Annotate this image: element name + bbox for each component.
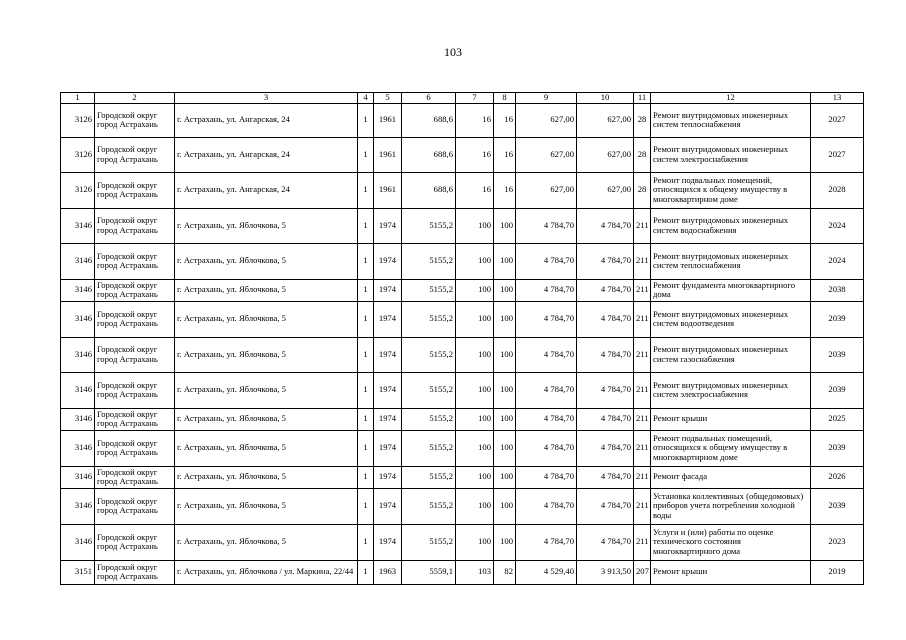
living-area-cell: 4 784,70: [516, 208, 577, 243]
address-cell: г. Астрахань, ул. Яблочкова, 5: [175, 488, 358, 524]
category-cell: 1: [358, 172, 374, 208]
column-header-11: 11: [634, 93, 651, 104]
planned-year-cell: 2025: [811, 408, 864, 430]
year-built-cell: 1974: [374, 301, 402, 337]
municipality-cell: Городской округ город Астрахань: [95, 137, 175, 172]
residents-count-cell: 211: [634, 488, 651, 524]
table-row: [61, 408, 864, 430]
apartments-residential-cell: 100: [494, 301, 516, 337]
apartments-total-cell: 16: [456, 103, 494, 137]
address-cell: г. Астрахань, ул. Яблочкова, 5: [175, 430, 358, 466]
column-header-4: 4: [358, 93, 374, 104]
living-area-cell: 4 784,70: [516, 524, 577, 560]
planned-year-cell: 2024: [811, 243, 864, 279]
residents-count-cell: 28: [634, 137, 651, 172]
residents-count-cell: 211: [634, 430, 651, 466]
category-cell: 1: [358, 279, 374, 301]
row-number-cell: 3146: [61, 279, 95, 301]
planned-year-cell: 2019: [811, 560, 864, 584]
table-row: [61, 243, 864, 279]
year-built-cell: 1974: [374, 524, 402, 560]
apartments-total-cell: 100: [456, 408, 494, 430]
apartments-residential-cell: 100: [494, 208, 516, 243]
living-area-owned-cell: 4 784,70: [577, 208, 634, 243]
total-area-cell: 5155,2: [402, 466, 456, 488]
apartments-total-cell: 100: [456, 243, 494, 279]
living-area-cell: 627,00: [516, 172, 577, 208]
living-area-owned-cell: 4 784,70: [577, 524, 634, 560]
planned-year-cell: 2028: [811, 172, 864, 208]
living-area-owned-cell: 4 784,70: [577, 430, 634, 466]
row-number-cell: 3146: [61, 243, 95, 279]
apartments-residential-cell: 100: [494, 337, 516, 372]
year-built-cell: 1961: [374, 103, 402, 137]
living-area-owned-cell: 4 784,70: [577, 372, 634, 408]
table-row: [61, 524, 864, 560]
total-area-cell: 5155,2: [402, 430, 456, 466]
planned-year-cell: 2039: [811, 337, 864, 372]
living-area-cell: 4 784,70: [516, 337, 577, 372]
work-type-cell: Ремонт внутридомовых инженерных систем газоснабжения: [651, 337, 811, 372]
row-number-cell: 3146: [61, 466, 95, 488]
address-cell: г. Астрахань, ул. Яблочкова, 5: [175, 524, 358, 560]
address-cell: г. Астрахань, ул. Ангарская, 24: [175, 103, 358, 137]
living-area-cell: 627,00: [516, 103, 577, 137]
residents-count-cell: 211: [634, 408, 651, 430]
row-number-cell: 3146: [61, 208, 95, 243]
category-cell: 1: [358, 337, 374, 372]
address-cell: г. Астрахань, ул. Яблочкова, 5: [175, 408, 358, 430]
residents-count-cell: 28: [634, 172, 651, 208]
year-built-cell: 1961: [374, 137, 402, 172]
column-header-6: 6: [402, 93, 456, 104]
work-type-cell: Ремонт крыши: [651, 408, 811, 430]
apartments-residential-cell: 100: [494, 466, 516, 488]
living-area-cell: 4 784,70: [516, 279, 577, 301]
planned-year-cell: 2039: [811, 372, 864, 408]
work-type-cell: Ремонт фундамента многоквартирного дома: [651, 279, 811, 301]
residents-count-cell: 211: [634, 243, 651, 279]
column-header-10: 10: [577, 93, 634, 104]
apartments-total-cell: 100: [456, 279, 494, 301]
living-area-owned-cell: 4 784,70: [577, 279, 634, 301]
planned-year-cell: 2039: [811, 301, 864, 337]
residents-count-cell: 211: [634, 466, 651, 488]
category-cell: 1: [358, 372, 374, 408]
living-area-owned-cell: 627,00: [577, 172, 634, 208]
address-cell: г. Астрахань, ул. Яблочкова, 5: [175, 243, 358, 279]
year-built-cell: 1974: [374, 430, 402, 466]
total-area-cell: 5155,2: [402, 372, 456, 408]
row-number-cell: 3146: [61, 372, 95, 408]
total-area-cell: 5559,1: [402, 560, 456, 584]
planned-year-cell: 2039: [811, 430, 864, 466]
apartments-residential-cell: 16: [494, 137, 516, 172]
living-area-owned-cell: 4 784,70: [577, 466, 634, 488]
year-built-cell: 1974: [374, 243, 402, 279]
category-cell: 1: [358, 301, 374, 337]
category-cell: 1: [358, 430, 374, 466]
year-built-cell: 1974: [374, 372, 402, 408]
apartments-total-cell: 100: [456, 524, 494, 560]
row-number-cell: 3126: [61, 103, 95, 137]
living-area-cell: 4 784,70: [516, 408, 577, 430]
table-row: [61, 301, 864, 337]
municipality-cell: Городской округ город Астрахань: [95, 524, 175, 560]
living-area-cell: 4 784,70: [516, 488, 577, 524]
apartments-total-cell: 100: [456, 488, 494, 524]
residents-count-cell: 211: [634, 524, 651, 560]
apartments-residential-cell: 100: [494, 524, 516, 560]
municipality-cell: Городской округ город Астрахань: [95, 430, 175, 466]
category-cell: 1: [358, 466, 374, 488]
apartments-residential-cell: 100: [494, 372, 516, 408]
column-header-8: 8: [494, 93, 516, 104]
column-header-1: 1: [61, 93, 95, 104]
address-cell: г. Астрахань, ул. Яблочкова, 5: [175, 372, 358, 408]
apartments-total-cell: 100: [456, 337, 494, 372]
row-number-cell: 3146: [61, 488, 95, 524]
apartments-total-cell: 103: [456, 560, 494, 584]
work-type-cell: Установка коллективных (общедомовых) приборов учета потребления холодной воды: [651, 488, 811, 524]
apartments-residential-cell: 16: [494, 172, 516, 208]
apartments-total-cell: 100: [456, 301, 494, 337]
work-type-cell: Ремонт подвальных помещений, относящихся к общему имуществу в многоквартирном доме: [651, 172, 811, 208]
total-area-cell: 5155,2: [402, 208, 456, 243]
apartments-residential-cell: 100: [494, 243, 516, 279]
category-cell: 1: [358, 524, 374, 560]
year-built-cell: 1974: [374, 208, 402, 243]
apartments-residential-cell: 100: [494, 279, 516, 301]
apartments-residential-cell: 100: [494, 488, 516, 524]
table-row: [61, 137, 864, 172]
apartments-residential-cell: 100: [494, 430, 516, 466]
planned-year-cell: 2027: [811, 103, 864, 137]
total-area-cell: 688,6: [402, 137, 456, 172]
apartments-residential-cell: 100: [494, 408, 516, 430]
year-built-cell: 1961: [374, 172, 402, 208]
address-cell: г. Астрахань, ул. Ангарская, 24: [175, 137, 358, 172]
work-type-cell: Ремонт фасада: [651, 466, 811, 488]
table-row: [61, 279, 864, 301]
work-type-cell: Ремонт крыши: [651, 560, 811, 584]
living-area-owned-cell: 4 784,70: [577, 488, 634, 524]
municipality-cell: Городской округ город Астрахань: [95, 372, 175, 408]
living-area-owned-cell: 627,00: [577, 103, 634, 137]
residents-count-cell: 211: [634, 372, 651, 408]
table-row: [61, 430, 864, 466]
work-type-cell: Ремонт внутридомовых инженерных систем теплоснабжения: [651, 243, 811, 279]
column-header-9: 9: [516, 93, 577, 104]
planned-year-cell: 2026: [811, 466, 864, 488]
category-cell: 1: [358, 243, 374, 279]
category-cell: 1: [358, 103, 374, 137]
work-type-cell: Ремонт внутридомовых инженерных систем теплоснабжения: [651, 103, 811, 137]
municipality-cell: Городской округ город Астрахань: [95, 208, 175, 243]
municipality-cell: Городской округ город Астрахань: [95, 488, 175, 524]
residents-count-cell: 28: [634, 103, 651, 137]
table-row: [61, 103, 864, 137]
address-cell: г. Астрахань, ул. Яблочкова, 5: [175, 208, 358, 243]
category-cell: 1: [358, 560, 374, 584]
municipality-cell: Городской округ город Астрахань: [95, 560, 175, 584]
residents-count-cell: 211: [634, 337, 651, 372]
apartments-total-cell: 100: [456, 466, 494, 488]
row-number-cell: 3126: [61, 137, 95, 172]
category-cell: 1: [358, 408, 374, 430]
year-built-cell: 1974: [374, 337, 402, 372]
municipality-cell: Городской округ город Астрахань: [95, 466, 175, 488]
total-area-cell: 5155,2: [402, 488, 456, 524]
year-built-cell: 1974: [374, 408, 402, 430]
year-built-cell: 1974: [374, 466, 402, 488]
table-row: [61, 488, 864, 524]
registry-table: [60, 92, 864, 585]
address-cell: г. Астрахань, ул. Яблочкова, 5: [175, 466, 358, 488]
living-area-cell: 627,00: [516, 137, 577, 172]
address-cell: г. Астрахань, ул. Яблочкова, 5: [175, 301, 358, 337]
apartments-residential-cell: 16: [494, 103, 516, 137]
address-cell: г. Астрахань, ул. Ангарская, 24: [175, 172, 358, 208]
table-row: [61, 208, 864, 243]
work-type-cell: Ремонт внутридомовых инженерных систем электроснабжения: [651, 137, 811, 172]
living-area-owned-cell: 4 784,70: [577, 337, 634, 372]
municipality-cell: Городской округ город Астрахань: [95, 337, 175, 372]
apartments-residential-cell: 82: [494, 560, 516, 584]
total-area-cell: 688,6: [402, 172, 456, 208]
municipality-cell: Городской округ город Астрахань: [95, 408, 175, 430]
category-cell: 1: [358, 137, 374, 172]
living-area-owned-cell: 4 784,70: [577, 408, 634, 430]
work-type-cell: Ремонт внутридомовых инженерных систем водоотведения: [651, 301, 811, 337]
apartments-total-cell: 16: [456, 172, 494, 208]
year-built-cell: 1974: [374, 488, 402, 524]
year-built-cell: 1963: [374, 560, 402, 584]
table-row: [61, 466, 864, 488]
residents-count-cell: 207: [634, 560, 651, 584]
apartments-total-cell: 100: [456, 208, 494, 243]
planned-year-cell: 2024: [811, 208, 864, 243]
apartments-total-cell: 16: [456, 137, 494, 172]
table-row: [61, 172, 864, 208]
living-area-cell: 4 784,70: [516, 466, 577, 488]
planned-year-cell: 2023: [811, 524, 864, 560]
address-cell: г. Астрахань, ул. Яблочкова, 5: [175, 279, 358, 301]
residents-count-cell: 211: [634, 208, 651, 243]
apartments-total-cell: 100: [456, 430, 494, 466]
living-area-cell: 4 784,70: [516, 430, 577, 466]
table-row: [61, 372, 864, 408]
planned-year-cell: 2039: [811, 488, 864, 524]
planned-year-cell: 2027: [811, 137, 864, 172]
planned-year-cell: 2038: [811, 279, 864, 301]
row-number-cell: 3151: [61, 560, 95, 584]
row-number-cell: 3146: [61, 408, 95, 430]
row-number-cell: 3146: [61, 337, 95, 372]
total-area-cell: 5155,2: [402, 337, 456, 372]
address-cell: г. Астрахань, ул. Яблочкова / ул. Маркина, 22/44: [175, 560, 358, 584]
living-area-cell: 4 529,40: [516, 560, 577, 584]
municipality-cell: Городской округ город Астрахань: [95, 301, 175, 337]
column-header-2: 2: [95, 93, 175, 104]
row-number-cell: 3146: [61, 430, 95, 466]
work-type-cell: Ремонт внутридомовых инженерных систем электроснабжения: [651, 372, 811, 408]
municipality-cell: Городской округ город Астрахань: [95, 172, 175, 208]
table-row: [61, 560, 864, 584]
living-area-owned-cell: 4 784,70: [577, 301, 634, 337]
column-header-7: 7: [456, 93, 494, 104]
column-header-5: 5: [374, 93, 402, 104]
page-number: 103: [444, 45, 462, 59]
column-header-3: 3: [175, 93, 358, 104]
apartments-total-cell: 100: [456, 372, 494, 408]
living-area-owned-cell: 4 784,70: [577, 243, 634, 279]
row-number-cell: 3126: [61, 172, 95, 208]
total-area-cell: 5155,2: [402, 243, 456, 279]
total-area-cell: 5155,2: [402, 408, 456, 430]
work-type-cell: Услуги и (или) работы по оценке технического состояния многоквартирного дома: [651, 524, 811, 560]
living-area-owned-cell: 3 913,50: [577, 560, 634, 584]
living-area-cell: 4 784,70: [516, 243, 577, 279]
work-type-cell: Ремонт внутридомовых инженерных систем водоснабжения: [651, 208, 811, 243]
residents-count-cell: 211: [634, 279, 651, 301]
total-area-cell: 5155,2: [402, 279, 456, 301]
total-area-cell: 5155,2: [402, 524, 456, 560]
total-area-cell: 688,6: [402, 103, 456, 137]
column-header-12: 12: [651, 93, 811, 104]
municipality-cell: Городской округ город Астрахань: [95, 279, 175, 301]
living-area-owned-cell: 627,00: [577, 137, 634, 172]
column-header-13: 13: [811, 93, 864, 104]
category-cell: 1: [358, 488, 374, 524]
address-cell: г. Астрахань, ул. Яблочкова, 5: [175, 337, 358, 372]
year-built-cell: 1974: [374, 279, 402, 301]
header-row: [61, 93, 864, 104]
living-area-cell: 4 784,70: [516, 372, 577, 408]
table-row: [61, 337, 864, 372]
living-area-cell: 4 784,70: [516, 301, 577, 337]
residents-count-cell: 211: [634, 301, 651, 337]
category-cell: 1: [358, 208, 374, 243]
municipality-cell: Городской округ город Астрахань: [95, 243, 175, 279]
row-number-cell: 3146: [61, 524, 95, 560]
municipality-cell: Городской округ город Астрахань: [95, 103, 175, 137]
row-number-cell: 3146: [61, 301, 95, 337]
work-type-cell: Ремонт подвальных помещений, относящихся к общему имуществу в многоквартирном доме: [651, 430, 811, 466]
total-area-cell: 5155,2: [402, 301, 456, 337]
